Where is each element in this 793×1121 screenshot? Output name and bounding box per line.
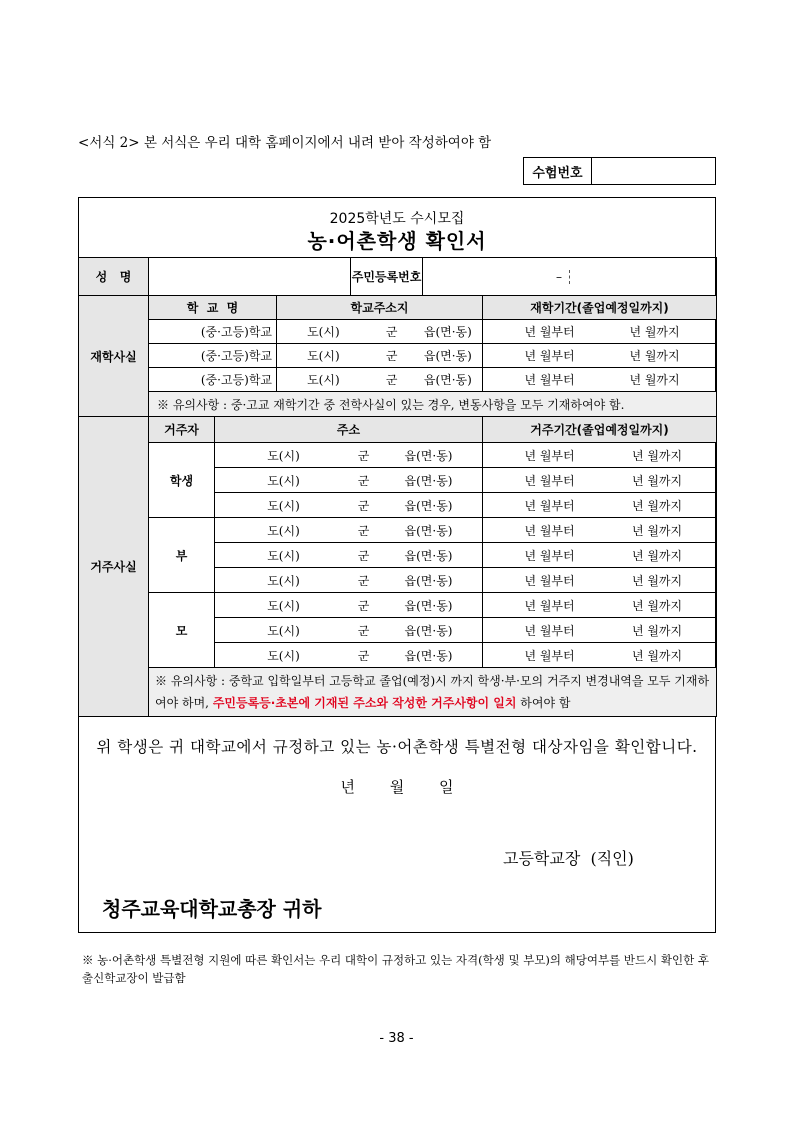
residence-address-cell[interactable]: 도(시) 군 읍(면·동) (215, 493, 483, 518)
residence-period-cell[interactable]: 년 월부터 년 월까지 (483, 568, 717, 593)
school-note: ※ 유의사항 : 중·고교 재학기간 중 전학사실이 있는 경우, 변동사항을 모두 기재하여야 함. (149, 392, 717, 417)
issue-date: 년 월 일 (340, 778, 454, 796)
residence-period-cell[interactable]: 년 월부터 년 월까지 (483, 518, 717, 543)
school-name-header: 학 교 명 (149, 296, 277, 320)
school-address-cell[interactable]: 도(시) 군 읍(면·동) (277, 368, 483, 392)
residence-address-cell[interactable]: 도(시) 군 읍(면·동) (215, 643, 483, 668)
school-name-cell[interactable]: (중·고등)학교 (149, 320, 277, 344)
name-field[interactable] (149, 258, 351, 296)
exam-number-field[interactable] (592, 158, 715, 184)
residence-note: ※ 유의사항 : 중학교 입학일부터 고등학교 졸업(예정)시 까지 학생·부·모의 거주지 변경내역을 모두 기재하여야 하며, 주민등록등·초본에 기재된 주소와 작성한 거주사항이 일치 하여야 함 (149, 668, 717, 717)
residence-address-cell[interactable]: 도(시) 군 읍(면·동) (215, 443, 483, 468)
residence-note-highlight: 주민등록등·초본에 기재된 주소와 작성한 거주사항이 일치 (212, 696, 517, 710)
residence-address-cell[interactable]: 도(시) 군 읍(면·동) (215, 618, 483, 643)
residence-address-cell[interactable]: 도(시) 군 읍(면·동) (215, 468, 483, 493)
school-period-cell[interactable]: 년 월부터 년 월까지 (483, 368, 717, 392)
addressee: 청주교육대학교총장 귀하 (102, 897, 322, 921)
residence-address-cell[interactable]: 도(시) 군 읍(면·동) (215, 543, 483, 568)
school-name-cell[interactable]: (중·고등)학교 (149, 344, 277, 368)
form-notice: <서식 2> 본 서식은 우리 대학 홈페이지에서 내려 받아 작성하여야 함 (78, 135, 492, 151)
resident-student: 학생 (149, 443, 215, 518)
residence-address-header: 주소 (215, 417, 483, 443)
school-address-cell[interactable]: 도(시) 군 읍(면·동) (277, 320, 483, 344)
resident-father: 부 (149, 518, 215, 593)
school-address-header: 학교주소지 (277, 296, 483, 320)
residence-period-cell[interactable]: 년 월부터 년 월까지 (483, 593, 717, 618)
residence-address-cell[interactable]: 도(시) 군 읍(면·동) (215, 518, 483, 543)
residence-period-cell[interactable]: 년 월부터 년 월까지 (483, 618, 717, 643)
school-address-cell[interactable]: 도(시) 군 읍(면·동) (277, 344, 483, 368)
school-period-cell[interactable]: 년 월부터 년 월까지 (483, 344, 717, 368)
page-number: - 38 - (379, 1031, 414, 1046)
resident-header: 거주자 (149, 417, 215, 443)
name-label: 성 명 (79, 258, 149, 296)
exam-number-label: 수험번호 (524, 158, 592, 184)
school-name-cell[interactable]: (중·고등)학교 (149, 368, 277, 392)
rrn-dash: – (549, 270, 570, 284)
form-title: 농·어촌학생 확인서 (307, 229, 487, 253)
footnote: ※ 농·어촌학생 특별전형 지원에 따른 확인서는 우리 대학이 규정하고 있는 자격(학생 및 부모)의 해당여부를 반드시 확인한 후 출신학교장이 발급함 (82, 953, 709, 985)
residence-period-header: 거주기간(졸업예정일까지) (483, 417, 717, 443)
residence-address-cell[interactable]: 도(시) 군 읍(면·동) (215, 593, 483, 618)
residence-period-cell[interactable]: 년 월부터 년 월까지 (483, 543, 717, 568)
residence-period-cell[interactable]: 년 월부터 년 월까지 (483, 468, 717, 493)
principal-seal: 고등학교장 (직인) (503, 849, 634, 868)
school-section-label: 재학사실 (79, 296, 149, 417)
residence-period-cell[interactable]: 년 월부터 년 월까지 (483, 443, 717, 468)
resident-mother: 모 (149, 593, 215, 668)
exam-number-box (523, 157, 716, 185)
school-row (79, 344, 717, 368)
form-title-area (78, 197, 716, 257)
school-row (79, 320, 717, 344)
rrn-label: 주민등록번호 (351, 258, 423, 296)
residence-period-cell[interactable]: 년 월부터 년 월까지 (483, 643, 717, 668)
school-period-header: 재학기간(졸업예정일까지) (483, 296, 717, 320)
residence-period-cell[interactable]: 년 월부터 년 월까지 (483, 493, 717, 518)
residence-address-cell[interactable]: 도(시) 군 읍(면·동) (215, 568, 483, 593)
form-subtitle: 2025학년도 수시모집 (329, 211, 465, 227)
confirmation-statement: 위 학생은 귀 대학교에서 규정하고 있는 농·어촌학생 특별전형 대상자임을 확인합니다. (96, 738, 698, 756)
confirmation-table (78, 257, 717, 717)
rrn-field[interactable] (423, 258, 717, 296)
residence-section-label: 거주사실 (79, 417, 149, 717)
school-row (79, 368, 717, 392)
school-period-cell[interactable]: 년 월부터 년 월까지 (483, 320, 717, 344)
